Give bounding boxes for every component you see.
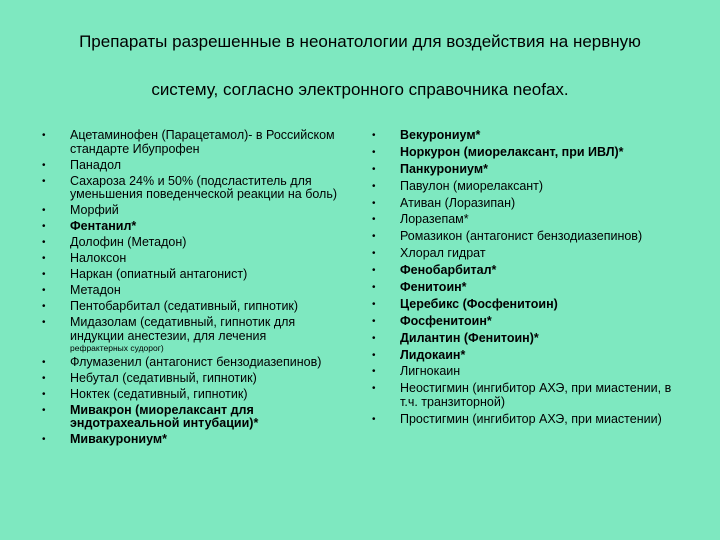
list-item bbox=[42, 432, 345, 447]
bullet-icon: • bbox=[372, 282, 376, 294]
list-item bbox=[42, 370, 345, 386]
list-item bbox=[42, 203, 345, 218]
list-item bbox=[372, 347, 690, 363]
list-item-text: Наркан (опиатный антагонист) bbox=[70, 267, 248, 282]
list-item bbox=[372, 246, 690, 261]
list-item-text: Мивакурониум* bbox=[70, 432, 168, 447]
list-item-text: Дилантин (Фенитоин)* bbox=[400, 330, 539, 345]
bullet-icon: • bbox=[372, 248, 376, 260]
list-item bbox=[42, 283, 345, 298]
list-item-text: Неостигмин (ингибитор АХЭ, при миастении, в т.ч. транзиторной) bbox=[400, 381, 672, 409]
list-item-text: Лоразепам* bbox=[400, 212, 469, 227]
list-item bbox=[42, 386, 345, 402]
list-item bbox=[372, 280, 690, 295]
left-drug-list bbox=[42, 128, 345, 449]
list-item bbox=[42, 128, 345, 156]
list-item-text: Простигмин (ингибитор АХЭ, при миастении) bbox=[400, 411, 662, 426]
list-item bbox=[42, 267, 345, 282]
bullet-icon: • bbox=[42, 221, 46, 233]
bullet-icon: • bbox=[372, 265, 376, 277]
right-drug-list bbox=[372, 128, 690, 430]
bullet-icon: • bbox=[372, 383, 376, 395]
list-item bbox=[42, 157, 345, 173]
bullet-icon: • bbox=[42, 372, 46, 384]
list-item-text: Метадон bbox=[70, 283, 121, 298]
list-item bbox=[42, 173, 345, 202]
list-item-text: Ативан (Лоразипан) bbox=[400, 195, 516, 210]
list-item-text: Мидазолам (седативный, гипнотик для индукции анестезии, для лечения bbox=[70, 315, 296, 343]
bullet-icon: • bbox=[42, 285, 46, 297]
list-item-text: Пентобарбитал (седативный, гипнотик) bbox=[70, 299, 299, 314]
list-item-text: Флумазенил (антагонист бензодиазепинов) bbox=[70, 354, 322, 369]
bullet-icon: • bbox=[372, 231, 376, 243]
list-item bbox=[42, 402, 345, 431]
list-item-text: Фосфенитоин* bbox=[400, 313, 492, 328]
list-item bbox=[42, 299, 345, 314]
bullet-icon: • bbox=[42, 130, 46, 141]
bullet-icon: • bbox=[372, 298, 376, 310]
bullet-icon: • bbox=[372, 180, 376, 192]
list-item bbox=[372, 229, 690, 244]
list-item bbox=[372, 195, 690, 211]
list-item-text: Мивакрон (миорелаксант для эндотрахеальной интубации)* bbox=[70, 402, 259, 431]
list-item-text: Долофин (Метадон) bbox=[70, 235, 187, 250]
bullet-icon: • bbox=[42, 356, 46, 368]
bullet-icon: • bbox=[42, 159, 46, 171]
list-item-text: Небутал (седативный, гипнотик) bbox=[70, 370, 257, 385]
bullet-icon: • bbox=[372, 130, 376, 141]
bullet-icon: • bbox=[372, 315, 376, 327]
list-item-text: Лидокаин* bbox=[400, 347, 466, 362]
list-item bbox=[42, 235, 345, 250]
title-line-2: систему, согласно электронного справочника neofax. bbox=[151, 80, 569, 99]
bullet-icon: • bbox=[372, 146, 376, 158]
list-item bbox=[372, 296, 690, 312]
list-item bbox=[372, 144, 690, 160]
bullet-icon: • bbox=[372, 366, 376, 378]
bullet-icon: • bbox=[42, 269, 46, 281]
list-item bbox=[372, 313, 690, 329]
list-item bbox=[42, 354, 345, 370]
list-item bbox=[42, 251, 345, 266]
title-line-1: Препараты разрешенные в неонатологии для воздействия на нервную bbox=[79, 32, 641, 51]
list-item-text: Фенобарбитал* bbox=[400, 263, 497, 278]
list-item bbox=[372, 381, 690, 409]
bullet-icon: • bbox=[372, 349, 376, 361]
bullet-icon: • bbox=[42, 317, 46, 329]
bullet-icon: • bbox=[42, 205, 46, 217]
bullet-icon: • bbox=[372, 214, 376, 226]
list-item bbox=[372, 161, 690, 177]
list-item-note: рефрактерных судорог) bbox=[70, 343, 164, 354]
list-item bbox=[372, 411, 690, 427]
bullet-icon: • bbox=[372, 163, 376, 175]
list-item bbox=[42, 219, 345, 234]
list-item-text: Хлорал гидрат bbox=[400, 246, 486, 261]
bullet-icon: • bbox=[42, 388, 46, 400]
bullet-icon: • bbox=[372, 197, 376, 209]
list-item-text: Ромазикон (антагонист бензодиазепинов) bbox=[400, 229, 643, 244]
list-item-text: Панадол bbox=[70, 157, 122, 172]
list-item-text: Ацетаминофен (Парацетамол)- в Российском стандарте Ибупрофен bbox=[70, 128, 335, 156]
list-item-text: Фентанил* bbox=[70, 219, 137, 234]
list-item-text: Фенитоин* bbox=[400, 280, 467, 295]
list-item-text: Церебикс (Фосфенитоин) bbox=[400, 296, 558, 311]
list-item bbox=[372, 128, 690, 143]
bullet-icon: • bbox=[42, 404, 46, 416]
list-item-text: Сахароза 24% и 50% (подсластитель для уменьшения поведенческой реакции на боль) bbox=[70, 173, 338, 202]
list-item-text: Павулон (миорелаксант) bbox=[400, 178, 544, 193]
bullet-icon: • bbox=[372, 413, 376, 425]
bullet-icon: • bbox=[42, 175, 46, 187]
list-item-text: Панкурониум* bbox=[400, 161, 488, 176]
list-item bbox=[372, 212, 690, 227]
list-item bbox=[372, 330, 690, 346]
list-item-text: Ноктек (седативный, гипнотик) bbox=[70, 386, 248, 401]
list-item-text: Лигнокаин bbox=[400, 364, 461, 379]
list-item bbox=[42, 315, 345, 354]
bullet-icon: • bbox=[42, 253, 46, 265]
bullet-icon: • bbox=[42, 237, 46, 249]
list-item-text: Векурониум* bbox=[400, 128, 481, 142]
list-item-text: Норкурон (миорелаксант, при ИВЛ)* bbox=[400, 144, 624, 159]
list-item-text: Налоксон bbox=[70, 251, 127, 266]
list-item bbox=[372, 178, 690, 194]
list-item bbox=[372, 263, 690, 278]
list-item-text: Морфий bbox=[70, 203, 119, 218]
bullet-icon: • bbox=[42, 301, 46, 313]
bullet-icon: • bbox=[42, 434, 46, 446]
bullet-icon: • bbox=[372, 332, 376, 344]
list-item bbox=[372, 364, 690, 379]
